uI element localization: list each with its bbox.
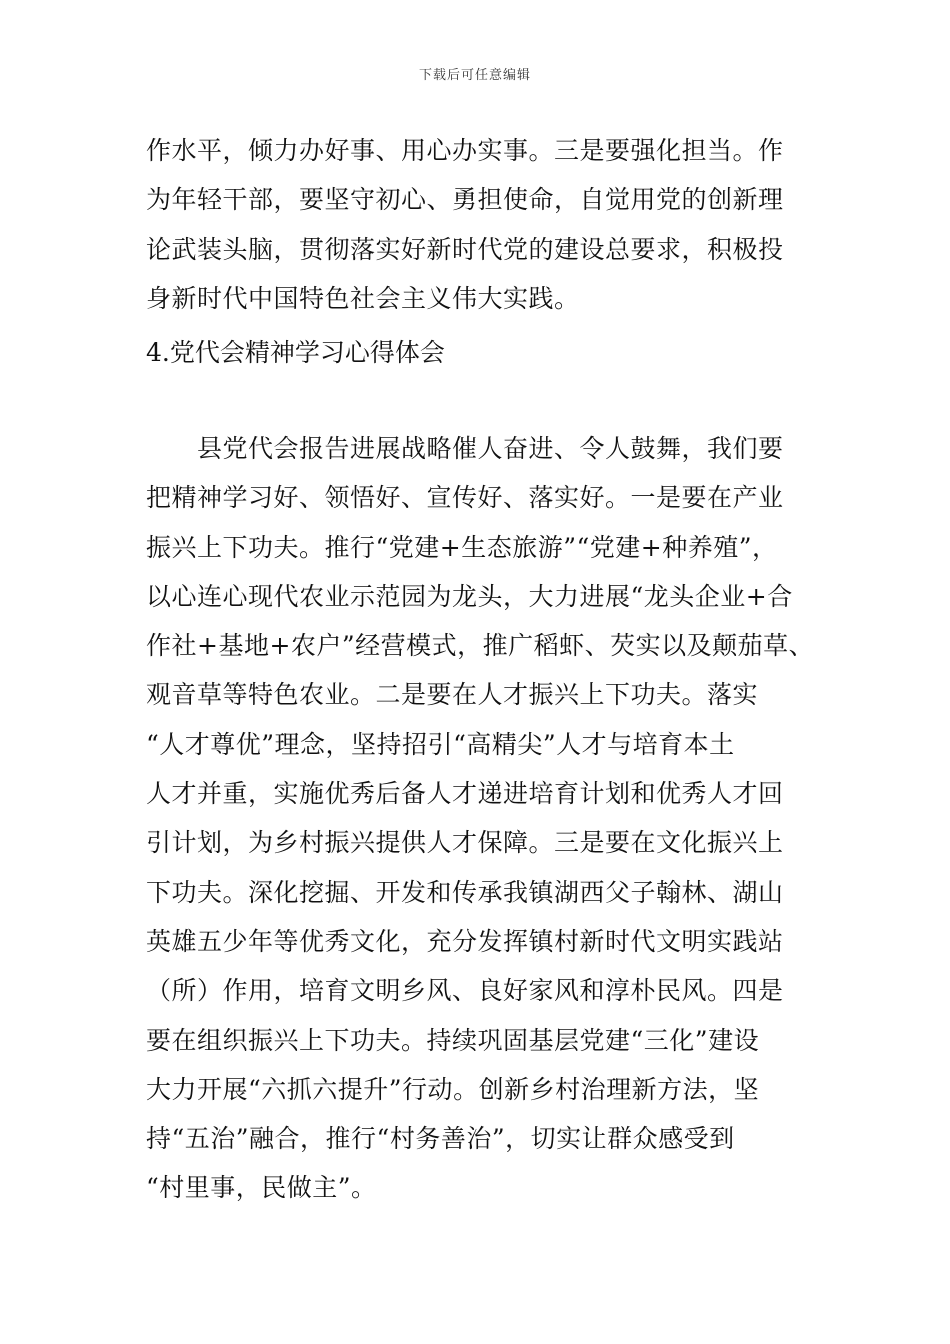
text-line: 以心连心现代农业示范园为龙头，大力进展“龙头企业+合 [146, 581, 793, 611]
text-line: 振兴上下功夫。推行“党建+生态旅游”“党建+种养殖”， [146, 532, 778, 562]
text-line: 县党代会报告进展战略催人奋进、令人鼓舞，我们要 [146, 434, 784, 463]
text-line: 大力开展“六抓六提升”行动。创新乡村治理新方法，坚 [146, 1074, 760, 1104]
text-line: 观音草等特色农业。二是要在人才振兴上下功夫。落实 [146, 680, 759, 710]
section-heading: 4.党代会精神学习心得体会 [146, 338, 445, 367]
paragraph-main [146, 424, 826, 1213]
text-line: （所）作用，培育文明乡风、良好家风和淳朴民风。四是 [146, 976, 784, 1006]
text-line: 把精神学习好、领悟好、宣传好、落实好。一是要在产业 [146, 483, 784, 513]
text-line: 为年轻干部，要坚守初心、勇担使命，自觉用党的创新理 [146, 185, 784, 215]
text-line: 引计划，为乡村振兴提供人才保障。三是要在文化振兴上 [146, 828, 784, 858]
text-line: 论武装头脑，贯彻落实好新时代党的建设总要求，积极投 [146, 234, 784, 264]
text-line: 人才并重，实施优秀后备人才递进培育计划和优秀人才回 [146, 779, 784, 809]
paragraph-top [146, 126, 826, 323]
text-line: “村里事，民做主”。 [146, 1173, 377, 1203]
text-line: 持“五治”融合，推行“村务善治”，切实让群众感受到 [146, 1124, 735, 1154]
text-line: 下功夫。深化挖掘、开发和传承我镇湖西父子翰林、湖山 [146, 877, 784, 907]
text-line: 作水平，倾力办好事、用心办实事。三是要强化担当。作 [146, 136, 784, 165]
text-line: 身新时代中国特色社会主义伟大实践。 [146, 283, 580, 313]
text-line: 作社+基地+农户”经营模式，推广稻虾、芡实以及颠茄草、 [146, 631, 815, 661]
text-line: 英雄五少年等优秀文化，充分发挥镇村新时代文明实践站 [146, 926, 784, 956]
page-header: 下载后可任意编辑 [418, 68, 531, 83]
text-line: “人才尊优”理念，坚持招引“高精尖”人才与培育本土 [146, 729, 735, 759]
text-line: 要在组织振兴上下功夫。持续巩固基层党建“三化”建设 [146, 1025, 760, 1055]
